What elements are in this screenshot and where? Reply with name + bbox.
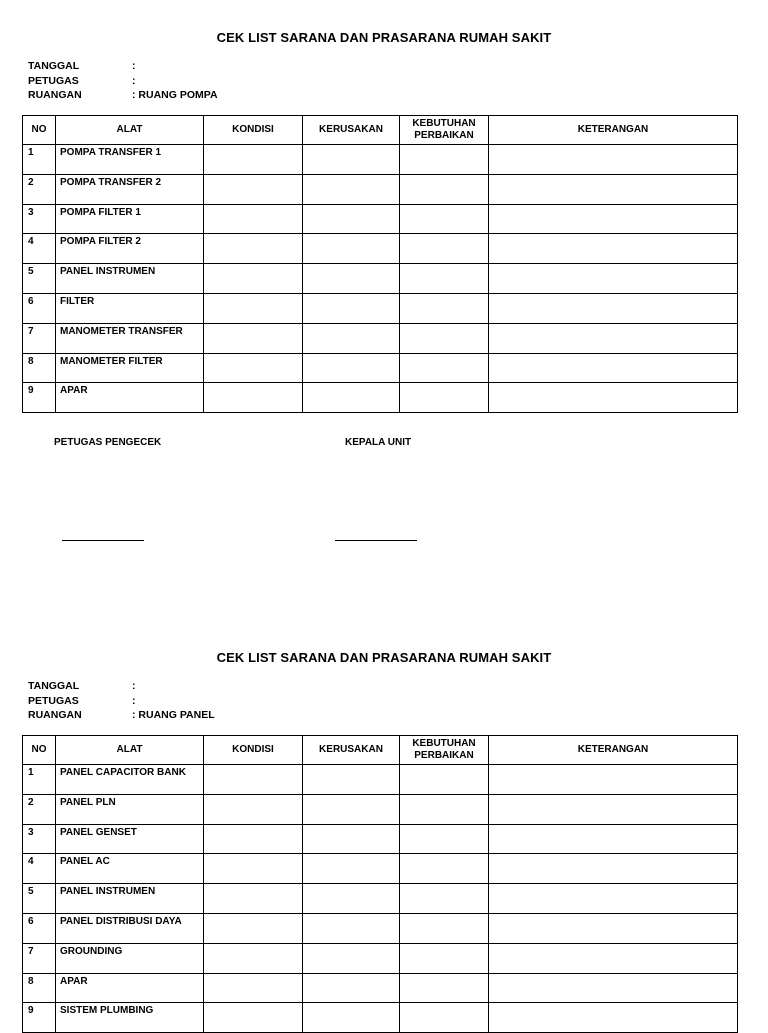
row-alat: PANEL GENSET xyxy=(56,824,204,854)
cell-kondisi[interactable] xyxy=(204,234,303,264)
table-header-row xyxy=(23,116,738,145)
table-row xyxy=(23,383,738,413)
meta-value: : xyxy=(132,74,136,87)
cell-kerusakan[interactable] xyxy=(303,323,400,353)
cell-keterangan[interactable] xyxy=(489,234,738,264)
row-number: 9 xyxy=(23,1003,56,1033)
row-number: 7 xyxy=(23,943,56,973)
cell-kebutuhan-perbaikan[interactable] xyxy=(400,145,489,175)
row-number: 2 xyxy=(23,794,56,824)
row-alat: PANEL PLN xyxy=(56,794,204,824)
cell-kondisi[interactable] xyxy=(204,884,303,914)
table-row xyxy=(23,264,738,294)
row-alat: PANEL CAPACITOR BANK xyxy=(56,765,204,795)
cell-keterangan[interactable] xyxy=(489,765,738,795)
row-alat: POMPA FILTER 1 xyxy=(56,204,204,234)
table-row xyxy=(23,145,738,175)
cell-kebutuhan-perbaikan[interactable] xyxy=(400,353,489,383)
cell-kondisi[interactable] xyxy=(204,204,303,234)
table-row xyxy=(23,353,738,383)
column-header-no: NO xyxy=(23,736,56,765)
cell-kebutuhan-perbaikan[interactable] xyxy=(400,383,489,413)
page-title: CEK LIST SARANA DAN PRASARANA RUMAH SAKIT xyxy=(216,650,552,665)
row-alat: APAR xyxy=(56,973,204,1003)
table-row xyxy=(23,943,738,973)
cell-kondisi[interactable] xyxy=(204,854,303,884)
cell-keterangan[interactable] xyxy=(489,145,738,175)
cell-keterangan[interactable] xyxy=(489,383,738,413)
cell-kerusakan[interactable] xyxy=(303,353,400,383)
cell-kondisi[interactable] xyxy=(204,323,303,353)
row-alat: MANOMETER TRANSFER xyxy=(56,323,204,353)
cell-kerusakan[interactable] xyxy=(303,854,400,884)
table-row xyxy=(23,824,738,854)
table-header-row xyxy=(23,736,738,765)
cell-kondisi[interactable] xyxy=(204,174,303,204)
meta-value: : RUANG PANEL xyxy=(132,709,215,721)
cell-kebutuhan-perbaikan[interactable] xyxy=(400,765,489,795)
cell-keterangan[interactable] xyxy=(489,943,738,973)
column-header-kebutuhan-perbaikan: KEBUTUHAN PERBAIKAN xyxy=(400,116,489,145)
cell-kondisi[interactable] xyxy=(204,765,303,795)
row-alat: APAR xyxy=(56,383,204,413)
page-title: CEK LIST SARANA DAN PRASARANA RUMAH SAKIT xyxy=(216,30,552,45)
table-row xyxy=(23,884,738,914)
row-alat: PANEL INSTRUMEN xyxy=(56,264,204,294)
cell-kondisi[interactable] xyxy=(204,264,303,294)
cell-kebutuhan-perbaikan[interactable] xyxy=(400,293,489,323)
cell-kebutuhan-perbaikan[interactable] xyxy=(400,174,489,204)
row-alat: MANOMETER FILTER xyxy=(56,353,204,383)
cell-kebutuhan-perbaikan[interactable] xyxy=(400,913,489,943)
table-row xyxy=(23,765,738,795)
cell-kondisi[interactable] xyxy=(204,973,303,1003)
cell-keterangan[interactable] xyxy=(489,174,738,204)
cell-kondisi[interactable] xyxy=(204,794,303,824)
cell-kondisi[interactable] xyxy=(204,293,303,323)
cell-kerusakan[interactable] xyxy=(303,824,400,854)
row-alat: PANEL DISTRIBUSI DAYA xyxy=(56,913,204,943)
meta-block xyxy=(28,59,218,103)
row-number: 6 xyxy=(23,293,56,323)
cell-keterangan[interactable] xyxy=(489,854,738,884)
meta-label: RUANGAN xyxy=(28,709,82,721)
table-row xyxy=(23,323,738,353)
cell-kebutuhan-perbaikan[interactable] xyxy=(400,323,489,353)
row-number: 2 xyxy=(23,174,56,204)
row-number: 3 xyxy=(23,204,56,234)
cell-kebutuhan-perbaikan[interactable] xyxy=(400,884,489,914)
cell-kebutuhan-perbaikan[interactable] xyxy=(400,1003,489,1033)
column-header-kerusakan: KERUSAKAN xyxy=(303,116,400,145)
table-row xyxy=(23,293,738,323)
row-number: 1 xyxy=(23,765,56,795)
row-alat: PANEL AC xyxy=(56,854,204,884)
cell-kondisi[interactable] xyxy=(204,353,303,383)
cell-kebutuhan-perbaikan[interactable] xyxy=(400,234,489,264)
row-number: 5 xyxy=(23,884,56,914)
cell-kerusakan[interactable] xyxy=(303,973,400,1003)
cell-keterangan[interactable] xyxy=(489,264,738,294)
cell-keterangan[interactable] xyxy=(489,353,738,383)
cell-kerusakan[interactable] xyxy=(303,293,400,323)
signature-line-kepala-unit xyxy=(335,540,417,541)
cell-keterangan[interactable] xyxy=(489,1003,738,1033)
table-row xyxy=(23,794,738,824)
signature-label-petugas-pengecek: PETUGAS PENGECEK xyxy=(54,437,162,448)
cell-kerusakan[interactable] xyxy=(303,1003,400,1033)
table-row xyxy=(23,234,738,264)
column-header-alat: ALAT xyxy=(56,736,204,765)
row-number: 3 xyxy=(23,824,56,854)
row-alat: PANEL INSTRUMEN xyxy=(56,884,204,914)
meta-label: PETUGAS xyxy=(28,694,79,707)
column-header-kondisi: KONDISI xyxy=(204,116,303,145)
cell-kerusakan[interactable] xyxy=(303,204,400,234)
meta-value: : xyxy=(132,680,136,692)
table-row xyxy=(23,1003,738,1033)
table-row xyxy=(23,973,738,1003)
row-number: 5 xyxy=(23,264,56,294)
meta-value: : xyxy=(132,694,136,707)
meta-row-ruangan xyxy=(28,708,215,723)
cell-kebutuhan-perbaikan[interactable] xyxy=(400,264,489,294)
meta-label: TANGGAL xyxy=(28,680,80,692)
row-number: 8 xyxy=(23,353,56,383)
meta-row-tanggal xyxy=(28,679,215,694)
row-alat: POMPA TRANSFER 2 xyxy=(56,174,204,204)
meta-label: TANGGAL xyxy=(28,60,80,72)
cell-kerusakan[interactable] xyxy=(303,383,400,413)
row-alat: SISTEM PLUMBING xyxy=(56,1003,204,1033)
meta-row-tanggal xyxy=(28,59,218,74)
cell-kerusakan[interactable] xyxy=(303,765,400,795)
cell-kondisi[interactable] xyxy=(204,913,303,943)
column-header-keterangan: KETERANGAN xyxy=(489,116,738,145)
cell-keterangan[interactable] xyxy=(489,973,738,1003)
column-header-kondisi: KONDISI xyxy=(204,736,303,765)
row-alat: GROUNDING xyxy=(56,943,204,973)
cell-kebutuhan-perbaikan[interactable] xyxy=(400,824,489,854)
row-number: 7 xyxy=(23,323,56,353)
row-alat: FILTER xyxy=(56,293,204,323)
meta-value: : xyxy=(132,60,136,72)
cell-kerusakan[interactable] xyxy=(303,264,400,294)
cell-kondisi[interactable] xyxy=(204,145,303,175)
signature-line-petugas xyxy=(62,540,144,541)
row-number: 8 xyxy=(23,973,56,1003)
cell-keterangan[interactable] xyxy=(489,884,738,914)
cell-kondisi[interactable] xyxy=(204,383,303,413)
row-alat: POMPA FILTER 2 xyxy=(56,234,204,264)
column-header-kebutuhan-perbaikan: KEBUTUHAN PERBAIKAN xyxy=(400,736,489,765)
row-alat: POMPA TRANSFER 1 xyxy=(56,145,204,175)
cell-kerusakan[interactable] xyxy=(303,794,400,824)
column-header-kerusakan: KERUSAKAN xyxy=(303,736,400,765)
table-row xyxy=(23,913,738,943)
meta-block xyxy=(28,679,215,723)
cell-kerusakan[interactable] xyxy=(303,174,400,204)
row-number: 6 xyxy=(23,913,56,943)
checklist-table xyxy=(22,735,738,1033)
cell-keterangan[interactable] xyxy=(489,204,738,234)
row-number: 9 xyxy=(23,383,56,413)
cell-kerusakan[interactable] xyxy=(303,234,400,264)
cell-keterangan[interactable] xyxy=(489,824,738,854)
row-number: 4 xyxy=(23,234,56,264)
checklist-table xyxy=(22,115,738,413)
row-number: 4 xyxy=(23,854,56,884)
cell-kerusakan[interactable] xyxy=(303,913,400,943)
meta-value: : RUANG POMPA xyxy=(132,89,218,101)
cell-kerusakan[interactable] xyxy=(303,943,400,973)
cell-kondisi[interactable] xyxy=(204,1003,303,1033)
meta-label: PETUGAS xyxy=(28,74,79,87)
column-header-no: NO xyxy=(23,116,56,145)
meta-row-ruangan xyxy=(28,88,218,103)
cell-kebutuhan-perbaikan[interactable] xyxy=(400,204,489,234)
cell-kondisi[interactable] xyxy=(204,943,303,973)
cell-kondisi[interactable] xyxy=(204,824,303,854)
cell-kerusakan[interactable] xyxy=(303,145,400,175)
table-row xyxy=(23,174,738,204)
cell-kerusakan[interactable] xyxy=(303,884,400,914)
cell-kebutuhan-perbaikan[interactable] xyxy=(400,973,489,1003)
meta-label: RUANGAN xyxy=(28,89,82,101)
cell-kebutuhan-perbaikan[interactable] xyxy=(400,943,489,973)
cell-keterangan[interactable] xyxy=(489,293,738,323)
meta-row-petugas xyxy=(28,74,218,89)
cell-keterangan[interactable] xyxy=(489,913,738,943)
cell-keterangan[interactable] xyxy=(489,323,738,353)
column-header-alat: ALAT xyxy=(56,116,204,145)
cell-keterangan[interactable] xyxy=(489,794,738,824)
table-row xyxy=(23,854,738,884)
column-header-keterangan: KETERANGAN xyxy=(489,736,738,765)
signature-label-kepala-unit: KEPALA UNIT xyxy=(345,437,412,448)
meta-row-petugas xyxy=(28,694,215,709)
table-row xyxy=(23,204,738,234)
cell-kebutuhan-perbaikan[interactable] xyxy=(400,794,489,824)
cell-kebutuhan-perbaikan[interactable] xyxy=(400,854,489,884)
row-number: 1 xyxy=(23,145,56,175)
